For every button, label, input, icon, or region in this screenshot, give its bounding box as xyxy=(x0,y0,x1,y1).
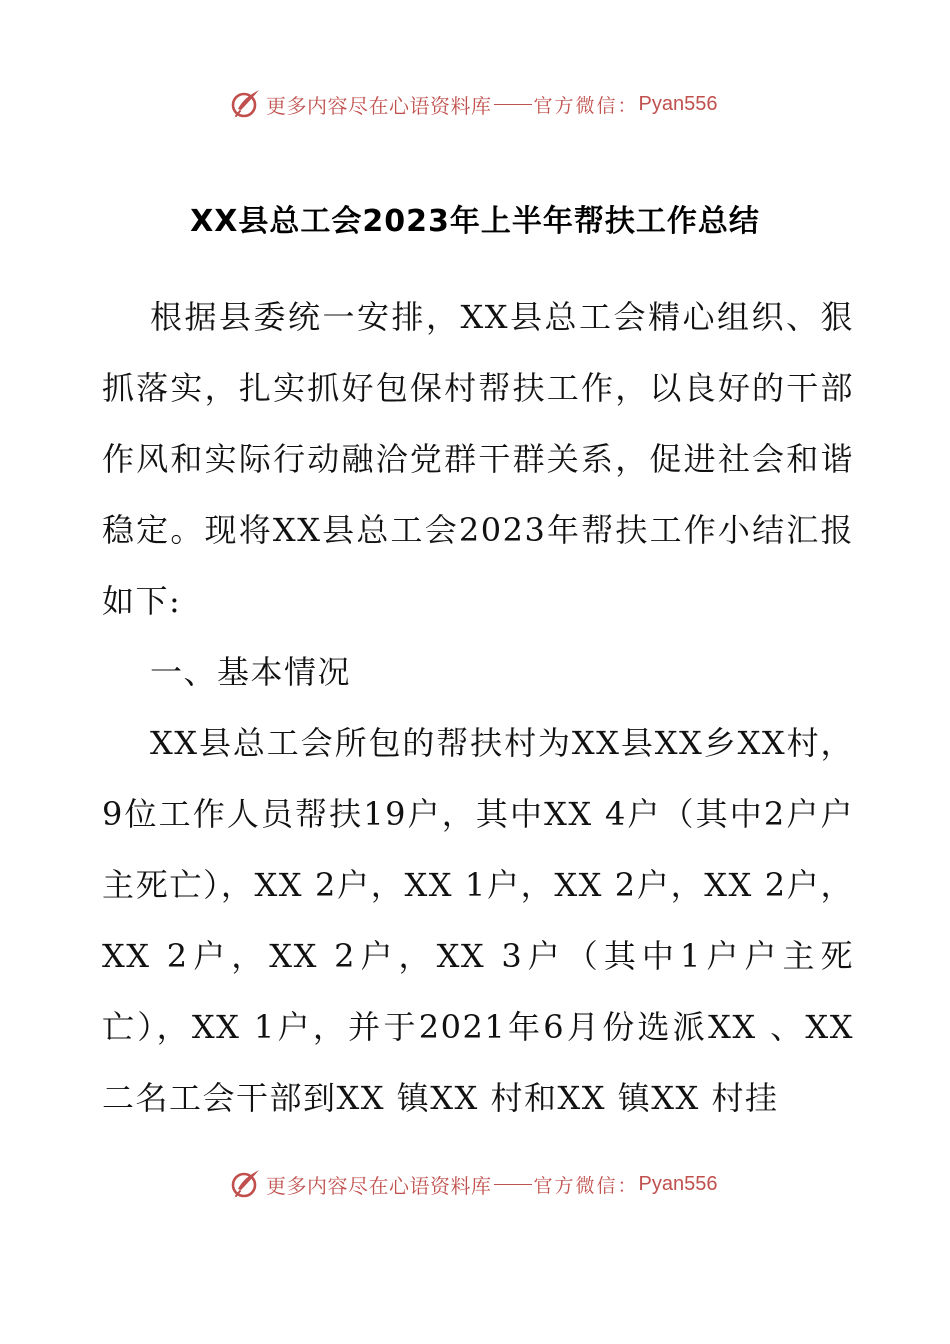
footer-watermark xyxy=(228,1164,717,1204)
watermark-text: 更多内容尽在心语资料库 xyxy=(266,1173,492,1198)
intro-paragraph: 根据县委统一安排，XX县总工会精心组织、狠抓落实，扎实抓好包保村帮扶工作，以良好的干部作风和实际行动融洽党群干群关系，促进社会和谐稳定。现将XX县总工会2023年帮扶工作小结汇报如下: xyxy=(102,298,854,620)
quill-logo-icon xyxy=(228,87,262,121)
document-body xyxy=(102,282,854,1134)
header-watermark xyxy=(228,84,717,124)
watermark-wechat-id: Pyan556 xyxy=(638,92,718,115)
watermark-wechat-id: Pyan556 xyxy=(638,1172,718,1195)
document-title: XX县总工会2023年上半年帮扶工作总结 xyxy=(190,204,760,239)
quill-logo-icon xyxy=(228,1167,262,1201)
watermark-official-label: 官方微信： xyxy=(533,94,639,117)
section-paragraph: XX县总工会所包的帮扶村为XX县XX乡XX村，9位工作人员帮扶19户，其中XX 4户（其中2户户主死亡），XX 2户，XX 1户，XX 2户，XX 2户，XX 2户，XX 2户，XX 3户（其中1户户主死亡），XX 1户，并于2021年6月份选派XX 、XX 二名工会干部到XX 镇XX 村和XX 镇XX 村挂 xyxy=(102,724,854,1117)
section-heading: 一、基本情况 xyxy=(150,653,352,691)
watermark-dash xyxy=(494,104,532,105)
watermark-text: 更多内容尽在心语资料库 xyxy=(266,93,492,118)
watermark-dash xyxy=(494,1184,532,1185)
watermark-official-label: 官方微信： xyxy=(533,1174,639,1197)
